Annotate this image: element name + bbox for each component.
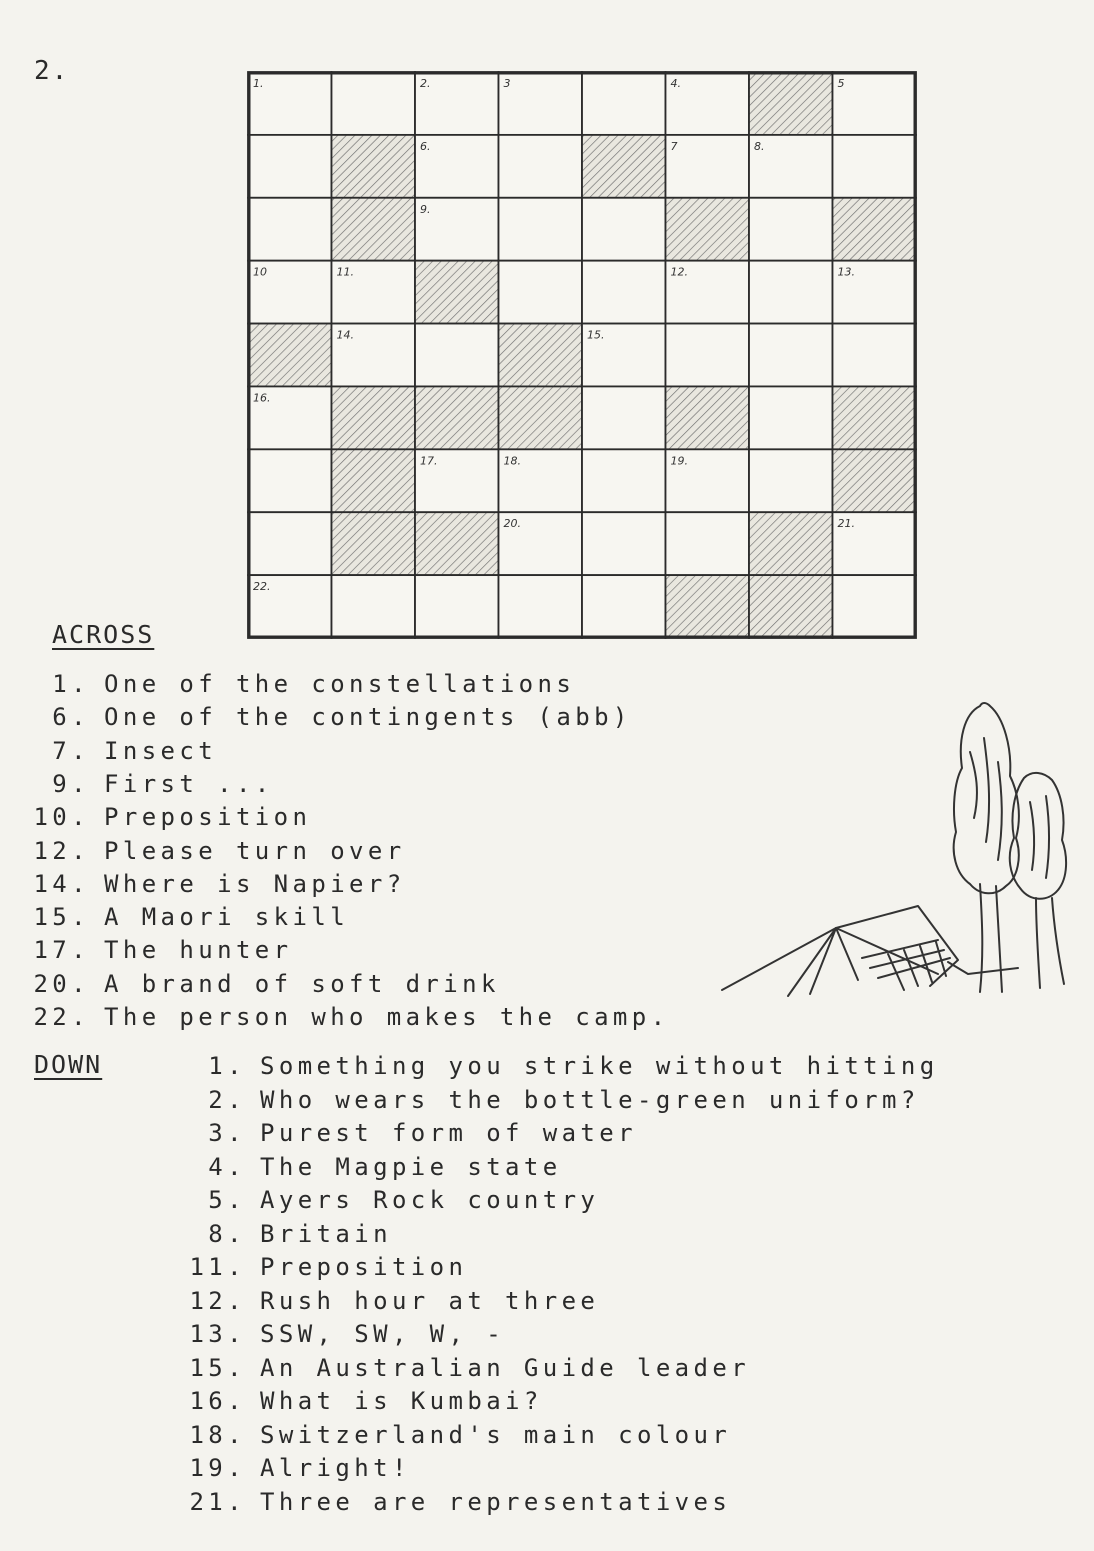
clue-number: 2. [420, 77, 431, 90]
clue-number: 13. [189, 1320, 246, 1348]
clue-number: 19. [189, 1454, 246, 1482]
across-clue [14, 703, 632, 731]
grid-cell[interactable] [499, 198, 583, 261]
tent-and-trees-illustration [718, 692, 1078, 1012]
clue-number: 20. [33, 969, 90, 998]
clue-number: 14. [336, 328, 354, 342]
grid-cell[interactable] [248, 135, 332, 198]
down-clue [14, 1320, 505, 1348]
across-clue [14, 936, 293, 964]
clue-number: 10. [33, 803, 90, 832]
grid-cell[interactable] [582, 386, 666, 449]
clue-text: Please turn over [104, 836, 406, 865]
grid-cell[interactable] [248, 512, 332, 575]
across-clue [14, 903, 349, 931]
clue-number: 12. [670, 265, 688, 279]
clue-text: Preposition [104, 803, 312, 832]
grid-cell[interactable] [499, 261, 583, 324]
across-clue [14, 670, 575, 698]
grid-cell[interactable] [582, 198, 666, 261]
clue-number: 11. [189, 1253, 246, 1281]
clue-text: The Magpie state [260, 1152, 562, 1181]
clue-number: 6. [420, 139, 431, 153]
grid-cell[interactable] [833, 72, 917, 135]
clue-number: 14. [33, 869, 90, 898]
shaded-cell [499, 386, 583, 449]
clue-number: 4. [670, 77, 681, 90]
shaded-cell [415, 386, 499, 449]
shaded-cell [666, 198, 750, 261]
down-clue [14, 1253, 467, 1281]
grid-cell[interactable] [582, 575, 666, 638]
clue-text: Who wears the bottle-green uniform? [260, 1085, 920, 1114]
clue-text: Preposition [260, 1253, 468, 1281]
grid-cell[interactable] [499, 575, 583, 638]
across-clue [14, 770, 274, 798]
clue-text: Something you strike without hitting [260, 1052, 939, 1080]
shaded-cell [332, 512, 416, 575]
clue-text: Rush hour at three [260, 1286, 600, 1315]
clue-text: Ayers Rock country [260, 1186, 600, 1214]
clue-number: 4. [208, 1152, 246, 1181]
grid-cell[interactable] [582, 449, 666, 512]
down-clue [14, 1287, 599, 1315]
clue-number: 22. [253, 580, 271, 594]
down-clue [14, 1387, 543, 1415]
clue-text: One of the contingents (abb) [104, 703, 632, 732]
shaded-cell [749, 72, 833, 135]
grid-cell[interactable] [666, 135, 750, 198]
grid-cell[interactable] [582, 261, 666, 324]
grid-cell[interactable] [415, 324, 499, 387]
crossword-grid-svg [248, 72, 916, 638]
shaded-cell [582, 135, 666, 198]
clue-number: 3. [208, 1119, 246, 1147]
grid-cell[interactable] [833, 135, 917, 198]
clue-number: 8. [754, 139, 765, 153]
down-clue [14, 1086, 920, 1114]
page-number: 2. [34, 56, 70, 86]
clue-number: 1. [253, 77, 264, 90]
grid-cell[interactable] [248, 198, 332, 261]
across-clue [14, 970, 500, 998]
across-clue [14, 1003, 669, 1031]
clue-number: 8. [208, 1219, 246, 1248]
clue-number: 17. [33, 936, 90, 965]
grid-cell[interactable] [248, 449, 332, 512]
clue-number: 2. [208, 1085, 246, 1114]
clue-number: 18. [189, 1420, 246, 1449]
grid-cell[interactable] [749, 261, 833, 324]
grid-cell[interactable] [415, 575, 499, 638]
shaded-cell [666, 386, 750, 449]
crossword-grid [248, 72, 916, 638]
shaded-cell [833, 198, 917, 261]
clue-text: A Maori skill [104, 903, 350, 932]
grid-cell[interactable] [749, 324, 833, 387]
across-clue [14, 737, 217, 765]
grid-cell[interactable] [332, 72, 416, 135]
shaded-cell [833, 386, 917, 449]
clue-number: 1. [208, 1052, 246, 1080]
grid-cell[interactable] [833, 575, 917, 638]
down-clue [14, 1153, 562, 1181]
clue-text: Where is Napier? [104, 869, 406, 898]
clue-text: First ... [104, 769, 274, 798]
grid-cell[interactable] [833, 324, 917, 387]
grid-cell[interactable] [749, 386, 833, 449]
clue-text: A brand of soft drink [104, 969, 500, 998]
grid-cell[interactable] [499, 72, 583, 135]
grid-cell[interactable] [666, 324, 750, 387]
clue-number: 9. [52, 769, 90, 798]
grid-cell[interactable] [499, 135, 583, 198]
down-clue [14, 1186, 599, 1214]
shaded-cell [833, 449, 917, 512]
down-clue [14, 1454, 411, 1482]
clue-number: 20. [503, 517, 521, 531]
clue-number: 15. [587, 328, 605, 342]
clue-number: 3 [503, 77, 511, 90]
down-heading: DOWN [34, 1050, 103, 1079]
shaded-cell [332, 449, 416, 512]
shaded-cell [415, 261, 499, 324]
clue-text: Three are representatives [260, 1487, 732, 1516]
clue-number: 7. [52, 736, 90, 765]
clue-number: 12. [189, 1286, 246, 1315]
down-clue [14, 1119, 637, 1147]
shaded-cell [332, 135, 416, 198]
clue-text: An Australian Guide leader [260, 1353, 751, 1382]
clue-number: 6. [52, 703, 90, 732]
clue-number: 19. [670, 454, 688, 468]
clue-text: The person who makes the camp. [104, 1003, 670, 1031]
shaded-cell [499, 324, 583, 387]
clue-number: 9. [420, 202, 431, 216]
clue-text: What is Kumbai? [260, 1387, 543, 1415]
clue-text: Insect [104, 736, 218, 765]
clue-number: 10 [253, 265, 267, 279]
clue-text: One of the constellations [104, 670, 576, 698]
down-clue [14, 1052, 939, 1080]
grid-cell[interactable] [666, 512, 750, 575]
grid-cell[interactable] [749, 198, 833, 261]
across-heading: ACROSS [52, 620, 155, 649]
down-clue [14, 1354, 750, 1382]
clue-number: 12. [33, 836, 90, 865]
grid-cell[interactable] [582, 512, 666, 575]
clue-number: 16. [253, 391, 271, 405]
shaded-cell [749, 512, 833, 575]
clue-number: 22. [33, 1003, 90, 1031]
across-clue [14, 803, 311, 831]
clue-number: 13. [837, 265, 855, 279]
clue-number: 5. [208, 1186, 246, 1214]
clue-number: 16. [189, 1387, 246, 1415]
clue-number: 18. [503, 454, 521, 468]
clue-text: SSW, SW, W, - [260, 1320, 506, 1348]
clue-number: 21. [189, 1487, 246, 1516]
shaded-cell [332, 198, 416, 261]
clue-number: 15. [33, 903, 90, 932]
shaded-cell [415, 512, 499, 575]
shaded-cell [749, 575, 833, 638]
down-clue [14, 1488, 731, 1516]
shaded-cell [332, 386, 416, 449]
down-clue [14, 1421, 731, 1449]
clue-number: 11. [336, 265, 354, 279]
clue-text: Alright! [260, 1454, 411, 1482]
clue-text: The hunter [104, 936, 293, 965]
shaded-cell [666, 575, 750, 638]
clue-number: 21. [837, 517, 855, 531]
clue-number: 15. [189, 1353, 246, 1382]
across-clue [14, 870, 406, 898]
down-clue [14, 1220, 392, 1248]
shaded-cell [248, 324, 332, 387]
clue-number: 17. [420, 454, 438, 468]
grid-cell[interactable] [332, 575, 416, 638]
clue-number: 5 [837, 77, 845, 90]
clue-number: 7 [670, 139, 678, 153]
grid-cell[interactable] [749, 449, 833, 512]
across-clue [14, 837, 406, 865]
clue-text: Switzerland's main colour [260, 1420, 732, 1449]
grid-cell[interactable] [582, 72, 666, 135]
clue-number: 1. [52, 670, 90, 698]
clue-text: Purest form of water [260, 1119, 637, 1147]
clue-text: Britain [260, 1219, 392, 1248]
